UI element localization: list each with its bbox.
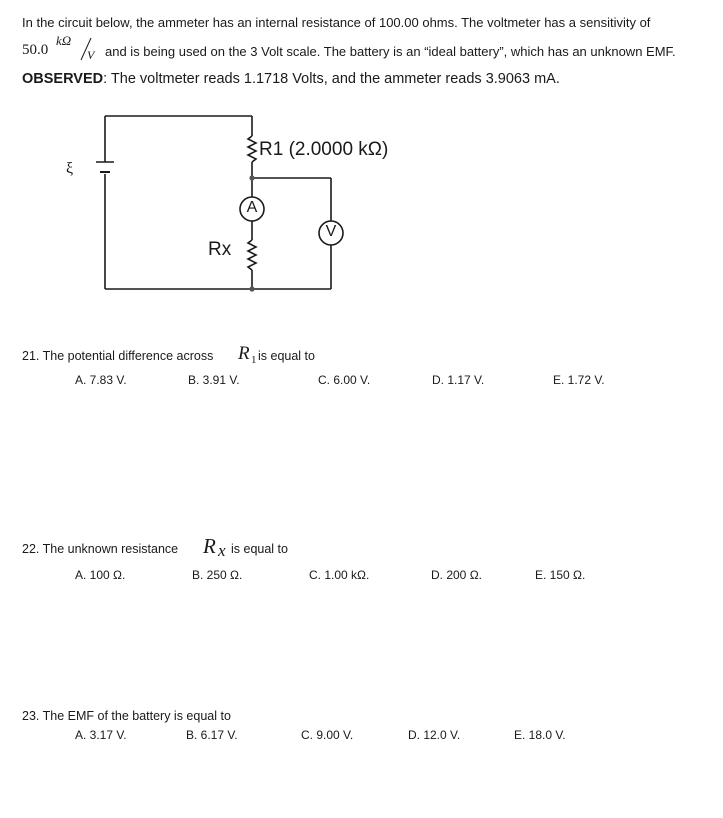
question-21-symbol: R <box>238 343 250 364</box>
rx-label: Rx <box>208 239 232 260</box>
question-22-suffix: is equal to <box>231 542 288 556</box>
q22-option-e[interactable]: E. 150 Ω. <box>535 568 586 582</box>
q23-option-d[interactable]: D. 12.0 V. <box>408 728 461 742</box>
observed-text: : The voltmeter reads 1.1718 Volts, and the ammeter reads 3.9063 mA. <box>103 71 560 87</box>
q21-option-a[interactable]: A. 7.83 V. <box>75 373 127 387</box>
r1-label: R1 (2.0000 kΩ) <box>259 139 389 160</box>
question-23-prompt: 23. The EMF of the battery is equal to <box>22 709 231 723</box>
sensitivity-unit-denominator: V <box>87 48 95 62</box>
question-22-symbol-sub: x <box>218 541 226 560</box>
r1-resistor <box>248 136 256 162</box>
q22-option-b[interactable]: B. 250 Ω. <box>192 568 243 582</box>
question-21-symbol-sub: 1 <box>251 354 257 366</box>
intro-line-1: In the circuit below, the ammeter has an internal resistance of 100.00 ohms. The voltmeter has a sensitivity of <box>22 15 651 30</box>
voltmeter-label: V <box>325 223 337 240</box>
q23-option-a[interactable]: A. 3.17 V. <box>75 728 127 742</box>
question-21-suffix: is equal to <box>258 349 315 363</box>
ammeter-label: A <box>246 199 258 216</box>
rx-resistor <box>248 240 256 270</box>
q21-option-e[interactable]: E. 1.72 V. <box>553 373 605 387</box>
sensitivity-value: 50.0 <box>22 42 49 58</box>
intro-line-2-text: and is being used on the 3 Volt scale. The battery is an “ideal battery”, which has an unknown EMF. <box>105 44 676 59</box>
sensitivity-unit-numerator: kΩ <box>56 33 72 48</box>
observed-line <box>22 71 560 87</box>
q23-option-b[interactable]: B. 6.17 V. <box>186 728 238 742</box>
junction-top <box>249 175 254 180</box>
q21-option-b[interactable]: B. 3.91 V. <box>188 373 240 387</box>
q21-option-d[interactable]: D. 1.17 V. <box>432 373 485 387</box>
question-21-prefix: 21. The potential difference across <box>22 349 214 363</box>
question-22-symbol: R <box>203 534 216 558</box>
question-22-prefix: 22. The unknown resistance <box>22 542 179 556</box>
q22-option-c[interactable]: C. 1.00 kΩ. <box>309 568 370 582</box>
q23-option-e[interactable]: E. 18.0 V. <box>514 728 566 742</box>
q21-option-c[interactable]: C. 6.00 V. <box>318 373 371 387</box>
observed-label: OBSERVED <box>22 71 104 87</box>
q23-option-c[interactable]: C. 9.00 V. <box>301 728 354 742</box>
circuit-diagram <box>0 100 723 310</box>
emf-symbol: ξ <box>66 160 74 177</box>
q22-option-d[interactable]: D. 200 Ω. <box>431 568 482 582</box>
junction-bottom <box>249 286 254 291</box>
q22-option-a[interactable]: A. 100 Ω. <box>75 568 126 582</box>
